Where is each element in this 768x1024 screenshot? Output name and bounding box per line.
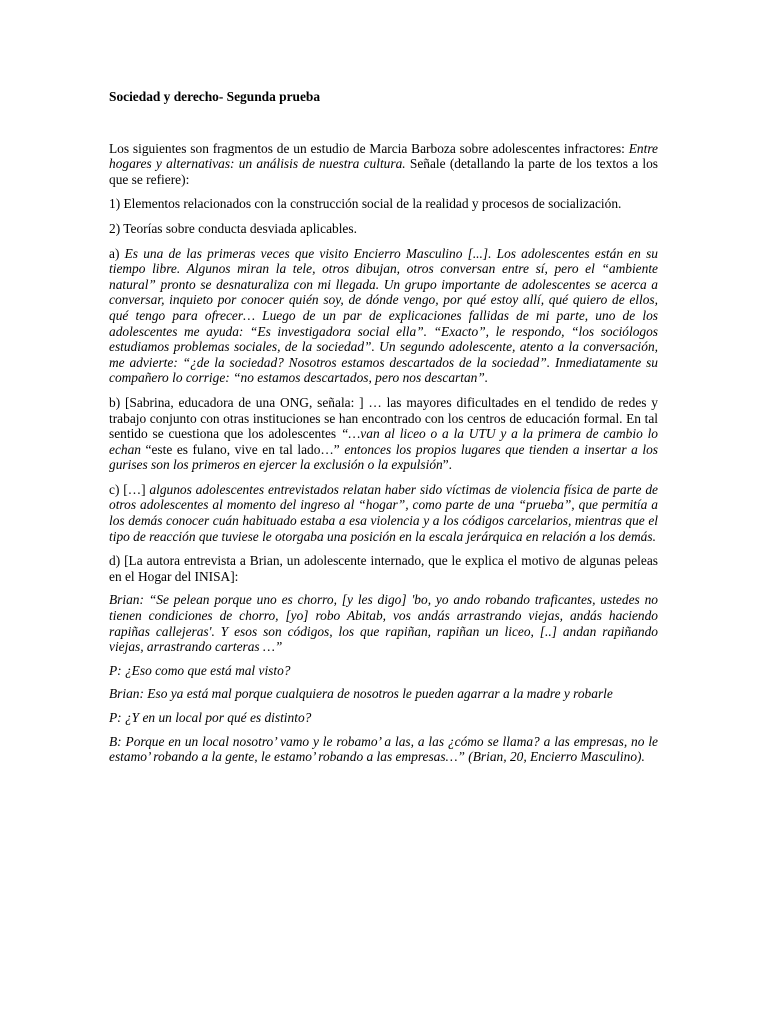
intro-instruction: Señale (detallando la parte de los textos a los que se refiere): (109, 156, 659, 187)
fragment-b-text-3: ”. (442, 457, 453, 473)
fragment-c-label: c) […] (109, 481, 150, 497)
item-2: 2) Teorías sobre conducta desviada aplicables. (109, 220, 357, 236)
interview-brian-1-text: Brian: “Se pelean porque uno es chorro, [y les digo] 'bo, yo ando robando traficantes, ustedes no tienen condiciones de chorro, [yo] robo Abitab, vos andás arrastrando viejas, andás haciendo rapiñas callejeras'. Y esos son códigos, los que rapiñan, rapiñan un liceo, [..] andan rapiñando viejas, arrastrando carteras …” (109, 592, 658, 655)
document-title: Sociedad y derecho- Segunda prueba (109, 89, 321, 104)
fragment-c-text: algunos adolescentes entrevistados relatan haber sido víctimas de violencia física de parte de otros adolescentes al momento del ingreso al “hogar”, como parte de una “prueba”, que permitía a los demás conocer cuán habituado estaba a esa violencia y a los códigos carcelarios, mientras que el tipo de reacción que tuviese le otorgaba una posición en la escala jerárquica en relación a los demás. (109, 481, 658, 544)
interview-question-1-text: P: ¿Eso como que está mal visto? (109, 662, 291, 678)
study-title: Entre hogares y alternativas: un análisis de nuestra cultura. (109, 140, 658, 172)
fragment-a-label: a) (109, 245, 125, 261)
fragment-b (109, 395, 658, 473)
fragment-d-intro: d) [La autora entrevista a Brian, un adolescente internado, que le explica el motivo de algunas peleas en el Hogar del INISA]: (109, 553, 658, 584)
fragment-a (109, 246, 658, 386)
fragment-b-quote-2: entonces los propios lugares que tienden a insertar a los gurises son los primeros en ejercer la exclusión o la expulsión (109, 441, 658, 473)
fragment-b-quote-1: “…van al liceo o a la UTU y a la primera de cambio lo echan (109, 426, 658, 457)
document-page (109, 89, 658, 765)
interview-brian-2 (109, 686, 658, 702)
intro-paragraph (109, 141, 658, 188)
fragment-c (109, 482, 658, 544)
fragment-b-text-1: b) [Sabrina, educadora de una ONG, señala: ] … las mayores dificultades en el tendido de redes y trabajo conjunto con otras instituciones se han encontrado con los centros de educación formal. En tal sentido se cuestiona que los adolescentes (109, 394, 658, 442)
intro-text: Los siguientes son fragmentos de un estudio de Marcia Barboza sobre adolescentes infractores: (109, 140, 629, 156)
interview-brian-2-text: Brian: Eso ya está mal porque cualquiera de nosotros le pueden agarrar a la madre y robarle (109, 686, 613, 702)
interview-question-1 (109, 663, 658, 679)
interview-brian-3-text: B: Porque en un local nosotro’ vamo y le robamo’ a las, a las ¿cómo se llama? a las empresas, no le estamo’ robando a la gente, le estamo’ robando a las empresas…” (Brian, 20, Encierro Masculino). (109, 733, 658, 765)
fragment-a-text: Es una de las primeras veces que visito Encierro Masculino [...]. Los adolescentes están en su tiempo libre. Algunos miran la tele, otros dibujan, otros conversan entre sí, pero el “ambiente natural” pronto se desnaturaliza con mi llegada. Un grupo importante de adolescentes se acerca a conversar, inquieto por conocer quién soy, de dónde vengo, por qué estoy allí, qué quiero de ellos, qué tengo para ofrecer… Luego de un par de explicaciones fallidas de mi parte, uno de los adolescentes me ayuda: “Es investigadora social ella”. “Exacto”, le respondo, “los sociólogos estudiamos problemas sociales, de la sociedad”. Un segundo adolescente, atento a la conversación, me advierte: “¿de la sociedad? Nosotros estamos descartados de la sociedad”. Inmediatamente su compañero lo corrige: “no estamos descartados, pero nos descartan”. (109, 245, 658, 386)
interview-brian-3 (109, 734, 658, 765)
interview-question-2 (109, 710, 658, 726)
fragment-b-text-2: “este es fulano, vive en tal lado…” (140, 441, 345, 457)
item-1: 1) Elementos relacionados con la construcción social de la realidad y procesos de socialización. (109, 196, 622, 212)
interview-question-2-text: P: ¿Y en un local por qué es distinto? (109, 710, 312, 725)
interview-brian-1 (109, 592, 658, 654)
